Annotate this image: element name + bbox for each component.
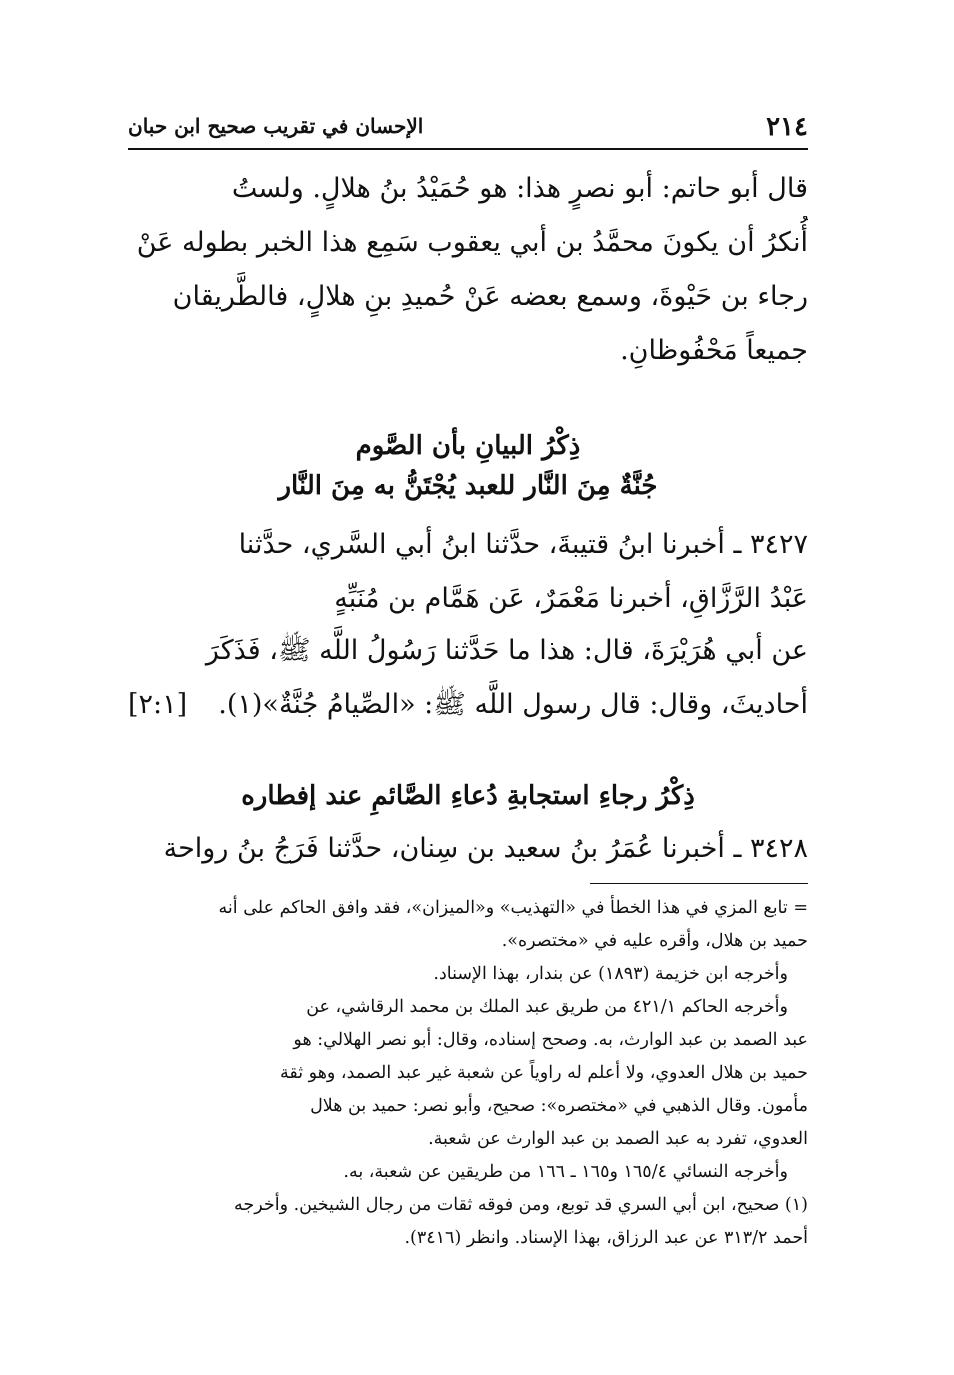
- footnote-line: عبد الصمد بن عبد الوارث، به. وصحح إسناده، وقال: أبو نصر الهلالي: هو: [293, 1030, 808, 1050]
- hadith-line: ٣٤٢٨ ـ أخبرنا عُمَرُ بنُ سعيد بن سِنان، حدَّثنا فَرَجُ بنُ رواحة: [163, 833, 808, 864]
- footnote-line: (١) صحيح، ابن أبي السري قد توبع، ومن فوقه ثقات من رجال الشيخين. وأخرجه: [234, 1195, 808, 1215]
- footnote-line: أحمد ٣١٣/٢ عن عبد الرزاق، بهذا الإسناد. وانظر (٣٤١٦).: [404, 1228, 808, 1248]
- running-title: الإحسان في تقريب صحيح ابن حبان: [128, 114, 424, 138]
- heading-line: ذِكْرُ البيانِ بأن الصَّوم: [355, 431, 581, 461]
- hadith-3427-matn: [128, 624, 808, 732]
- footnote-line: العدوي، تفرد به عبد الصمد بن عبد الوارث عن شعبة.: [428, 1129, 808, 1149]
- hadith-line: عَبْدُ الرَّزَّاقِ، أخبرنا مَعْمَرٌ، عَن هَمَّام بن مُنَبِّهٍ: [334, 583, 808, 614]
- hadith-line-text: أحاديثَ، وقال: قال رسول اللَّه ﷺ: «الصِّيامُ جُنَّةٌ»(١).: [218, 689, 808, 720]
- intro-line: جميعاً مَحْفُوظانِ.: [620, 335, 808, 366]
- heading-line: ذِكْرُ رجاءِ استجابةِ دُعاءِ الصَّائمِ عند إفطاره: [241, 781, 695, 811]
- page-header: [128, 112, 808, 150]
- heading-line: جُنَّةٌ مِنَ النَّار للعبد يُجْتَنُّ به مِنَ النَّار: [278, 471, 658, 501]
- hadith-line: ٣٤٢٧ ـ أخبرنا ابنُ قتيبةَ، حدَّثنا ابنُ أبي السَّري، حدَّثنا: [238, 529, 808, 560]
- intro-line: رجاء بن حَيْوةَ، وسمع بعضه عَنْ حُميدِ بنِ هلالٍ، فالطَّريقان: [172, 281, 808, 312]
- footnote-line: حميد بن هلال، وأقره عليه في «مختصره».: [501, 931, 808, 951]
- footnote-line: مأمون. وقال الذهبي في «مختصره»: صحيح، وأبو نصر: حميد بن هلال: [310, 1096, 808, 1116]
- footnote-line: = تابع المزي في هذا الخطأ في «التهذيب» و«الميزان»، فقد وافق الحاكم على أنه: [218, 898, 808, 918]
- footnotes: [128, 892, 808, 1255]
- intro-line: أُنكرُ أن يكونَ محمَّدُ بن أبي يعقوب سَمِع هذا الخبر بطوله عَنْ: [136, 227, 808, 258]
- hadith-3428: [128, 822, 808, 876]
- footnote-line: وأخرجه الحاكم ٤٢١/١ من طريق عبد الملك بن محمد الرقاشي، عن: [306, 997, 788, 1017]
- intro-line: قال أبو حاتم: أبو نصرٍ هذا: هو حُمَيْدُ بنُ هلالٍ. ولستُ: [231, 173, 808, 204]
- reference-tag: [٢:١]: [128, 689, 188, 720]
- footnote-line: وأخرجه ابن خزيمة (١٨٩٣) عن بندار، بهذا الإسناد.: [433, 964, 788, 984]
- section-heading-fasting-dua: [128, 776, 808, 816]
- hadith-line: عن أبي هُرَيْرَةَ، قال: هذا ما حَدَّثنا رَسُولُ اللَّه ﷺ، فَذَكَرَ: [205, 635, 808, 666]
- footnote-separator: [590, 883, 808, 884]
- section-heading-fasting-shield: [128, 426, 808, 506]
- footnote-line: وأخرجه النسائي ١٦٥/٤ و١٦٥ ـ ١٦٦ من طريقين عن شعبة، به.: [343, 1162, 788, 1182]
- intro-paragraph: [128, 162, 808, 378]
- hadith-3427: [128, 518, 808, 626]
- hadith-line-with-ref: [128, 678, 808, 732]
- footnote-line: حميد بن هلال العدوي، ولا أعلم له راوياً عن شعبة غير عبد الصمد، وهو ثقة: [279, 1063, 808, 1083]
- page-number: ٢١٤: [766, 112, 808, 142]
